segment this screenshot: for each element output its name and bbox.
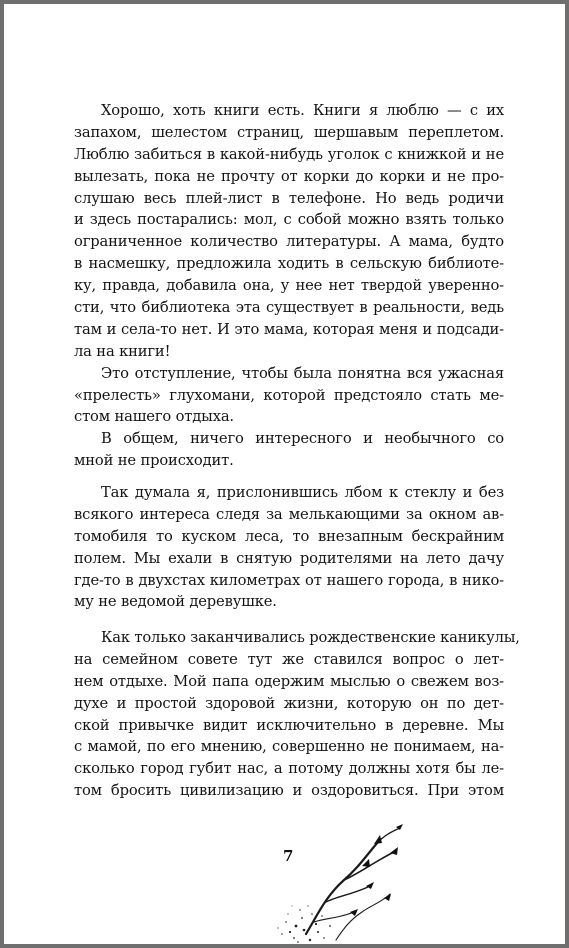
text-line: духе и простой здоровой жизни, которую он по дет-: [74, 694, 504, 712]
text-line: там и села-то нет. И это мама, которая меня и подсади-: [74, 320, 504, 338]
text-line: мной не происходит.: [74, 452, 234, 470]
ink-branch-ornament-icon: [266, 822, 436, 944]
text-line: вылезать, пока не прочту от корки до корки и не про-: [74, 167, 504, 185]
text-line: «прелесть» глухомани, которой предстояло стать ме-: [74, 386, 504, 404]
text-line: с мамой, по его мнению, совершенно не понимаем, на-: [74, 738, 504, 756]
text-line: всякого интереса следя за мелькающими за окном ав-: [74, 505, 504, 523]
text-line: томобиля то куском леса, то внезапным бескрайним: [74, 527, 504, 545]
text-line: Это отступление, чтобы была понятна вся ужасная: [101, 364, 504, 382]
text-section-3: [74, 627, 520, 802]
text-section-2: [74, 482, 504, 613]
text-line: сколько город губит нас, а потому должны хотя бы ле-: [74, 760, 504, 778]
text-section-1: [74, 100, 504, 472]
paragraph-1: [74, 100, 504, 363]
text-line: В общем, ничего интересного и необычного со: [101, 430, 504, 448]
text-line: Так думала я, прислонившись лбом к стеклу и без: [101, 484, 504, 501]
text-line: Хорошо, хоть книги есть. Книги я люблю — с их: [101, 102, 504, 119]
text-line: том бросить цивилизацию и оздоровиться. При этом: [74, 782, 504, 800]
text-line: и здесь постарались: мол, с собой можно взять только: [74, 211, 504, 229]
text-line: слушаю весь плей-лист в телефоне. Но ведь родичи: [74, 189, 504, 207]
paragraph-2: [74, 363, 504, 429]
text-line: в насмешку, предложила ходить в сельскую библиоте-: [74, 255, 504, 273]
text-line: где-то в двухстах километрах от нашего города, в нико-: [74, 571, 504, 589]
text-line: полем. Мы ехали в снятую родителями на лето дачу: [74, 549, 504, 567]
text-line: ограниченное количество литературы. А мама, будто: [74, 233, 504, 251]
text-line: ку, правда, добавила она, у нее нет твердой уверенно-: [74, 277, 504, 295]
paragraph-4: [74, 482, 504, 613]
page-number: 7: [283, 847, 294, 865]
text-line: нем отдыхе. Мой папа одержим мыслью о свежем воз-: [74, 672, 504, 690]
text-line: ла на книги!: [74, 342, 171, 360]
text-line: ской привычке видит исключительно в деревне. Мы: [74, 716, 504, 734]
paragraph-3: [74, 428, 504, 472]
text-line: Люблю забиться в какой-нибудь уголок с книжкой и не: [74, 145, 504, 163]
text-line: му не ведомой деревушке.: [74, 593, 277, 611]
paragraph-5: [74, 627, 520, 802]
text-line: на семейном совете тут же ставился вопрос о лет-: [74, 650, 504, 668]
text-line: запахом, шелестом страниц, шершавым переплетом.: [74, 123, 504, 141]
text-line: Как только заканчивались рождественские каникулы,: [101, 629, 520, 646]
text-line: стом нашего отдыха.: [74, 408, 234, 426]
text-line: сти, что библиотека эта существует в реальности, ведь: [74, 299, 504, 317]
